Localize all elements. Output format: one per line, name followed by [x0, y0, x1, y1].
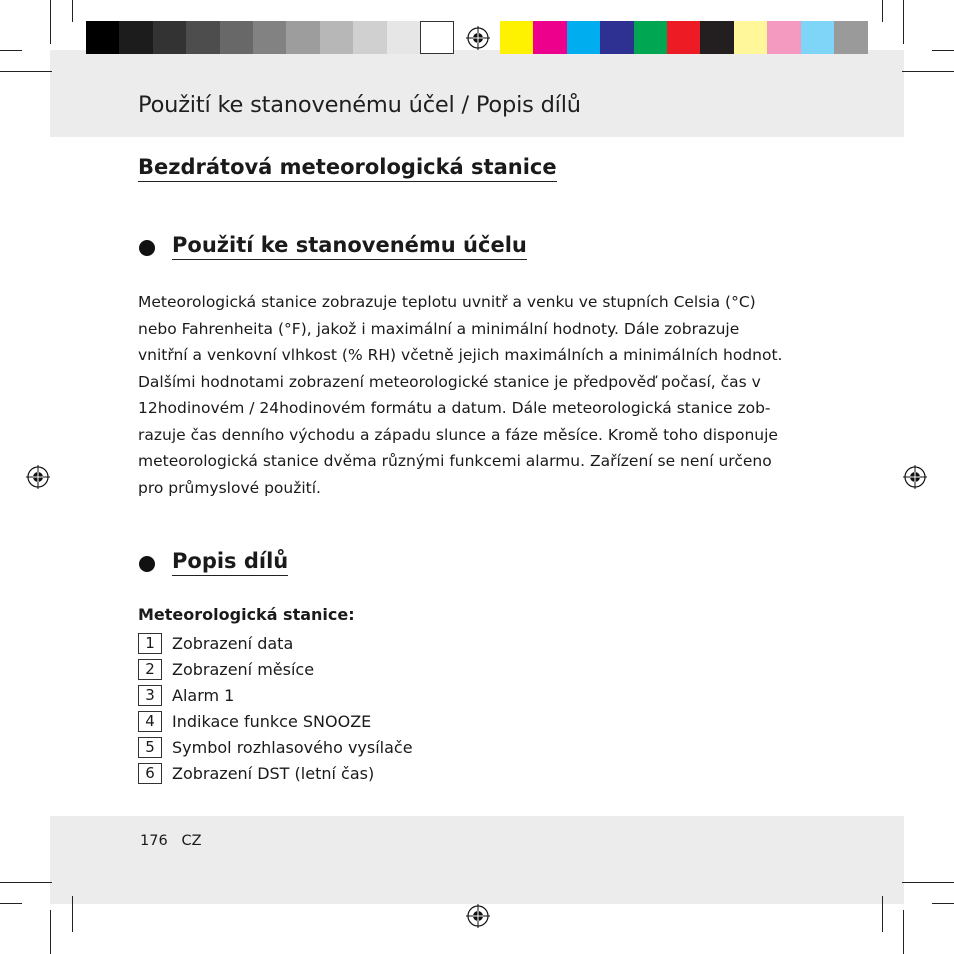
- color-swatch: [86, 21, 120, 54]
- text-line: Dalšími hodnotami zobrazení meteorologické stanice je předpověď počasí, čas v: [138, 372, 761, 391]
- page-footer: [140, 833, 202, 849]
- color-swatch: [600, 21, 634, 54]
- text-line: vnitřní a venkovní vlhkost (% RH) včetně jejich maximálních a minimálních hodnot.: [138, 346, 783, 364]
- crop-mark: [903, 910, 904, 954]
- crop-mark: [882, 896, 883, 932]
- color-swatch: [220, 21, 254, 54]
- registration-mark-icon: [903, 465, 927, 489]
- crop-mark: [0, 882, 52, 883]
- part-label: Alarm 1: [172, 686, 235, 705]
- crop-mark: [902, 882, 954, 883]
- page-number: 176: [140, 833, 168, 849]
- part-number: 6: [138, 763, 162, 784]
- page-title: Použití ke stanovenému účel / Popis dílů: [138, 92, 581, 118]
- registration-mark-icon: [466, 26, 490, 50]
- color-swatch: [533, 21, 567, 54]
- crop-mark: [932, 903, 954, 904]
- part-number: 5: [138, 737, 162, 758]
- part-label: Zobrazení DST (letní čas): [172, 764, 375, 783]
- part-number: 2: [138, 659, 162, 680]
- crop-mark: [882, 0, 883, 22]
- text-line: Meteorologická stanice zobrazuje teplotu uvnitř a venku ve stupních Celsia (°C): [138, 293, 756, 311]
- text-line: meteorologická stanice dvěma různými funkcemi alarmu. Zařízení se není určeno: [138, 452, 772, 470]
- crop-mark: [0, 50, 22, 51]
- color-swatch: [186, 21, 220, 54]
- crop-mark: [72, 896, 73, 932]
- color-swatch: [387, 21, 421, 54]
- crop-mark: [50, 910, 51, 954]
- section-heading-use: Použití ke stanovenému účelu: [172, 233, 527, 260]
- part-number: 3: [138, 685, 162, 706]
- part-label: Zobrazení data: [172, 634, 294, 653]
- color-swatch: [634, 21, 668, 54]
- color-swatch: [834, 21, 868, 54]
- language-code: CZ: [181, 833, 202, 849]
- text-line: 12hodinovém / 24hodinovém formátu a datum. Dále meteorologická stanice zob-: [138, 399, 771, 417]
- section-heading-parts: Popis dílů: [172, 549, 288, 576]
- bullet-icon: [139, 556, 155, 572]
- registration-mark-icon: [26, 465, 50, 489]
- color-swatch: [700, 21, 734, 54]
- crop-mark: [0, 71, 52, 72]
- color-swatch: [353, 21, 387, 54]
- part-label: Zobrazení měsíce: [172, 660, 315, 679]
- color-swatch: [286, 21, 320, 54]
- use-description: [138, 289, 808, 501]
- product-title: Bezdrátová meteorologická stanice: [138, 155, 557, 182]
- footer-band: [50, 816, 904, 904]
- crop-mark: [72, 0, 73, 22]
- color-swatch: [253, 21, 287, 54]
- registration-mark-icon: [466, 904, 490, 928]
- crop-mark: [0, 903, 22, 904]
- part-number: 4: [138, 711, 162, 732]
- color-swatch: [119, 21, 153, 54]
- color-swatch: [320, 21, 354, 54]
- text-line: nebo Fahrenheita (°F), jakož i maximální a minimální hodnoty. Dále zobrazuje: [138, 319, 740, 338]
- parts-subheading: Meteorologická stanice:: [138, 605, 355, 624]
- color-swatch: [801, 21, 835, 54]
- text-line: razuje čas denního východu a západu slunce a fáze měsíce. Kromě toho disponuje: [138, 425, 778, 444]
- color-swatch: [667, 21, 701, 54]
- part-label: Indikace funkce SNOOZE: [172, 712, 372, 731]
- crop-mark: [903, 0, 904, 44]
- color-swatch: [767, 21, 801, 54]
- crop-mark: [50, 0, 51, 44]
- bullet-icon: [139, 240, 155, 256]
- crop-mark: [932, 50, 954, 51]
- color-swatch: [420, 21, 454, 54]
- text-line: pro průmyslové použití.: [138, 478, 321, 497]
- color-swatch: [500, 21, 534, 54]
- crop-mark: [902, 71, 954, 72]
- color-swatch: [734, 21, 768, 54]
- color-swatch: [153, 21, 187, 54]
- part-label: Symbol rozhlasového vysílače: [172, 738, 413, 757]
- color-swatch: [567, 21, 601, 54]
- part-number: 1: [138, 633, 162, 654]
